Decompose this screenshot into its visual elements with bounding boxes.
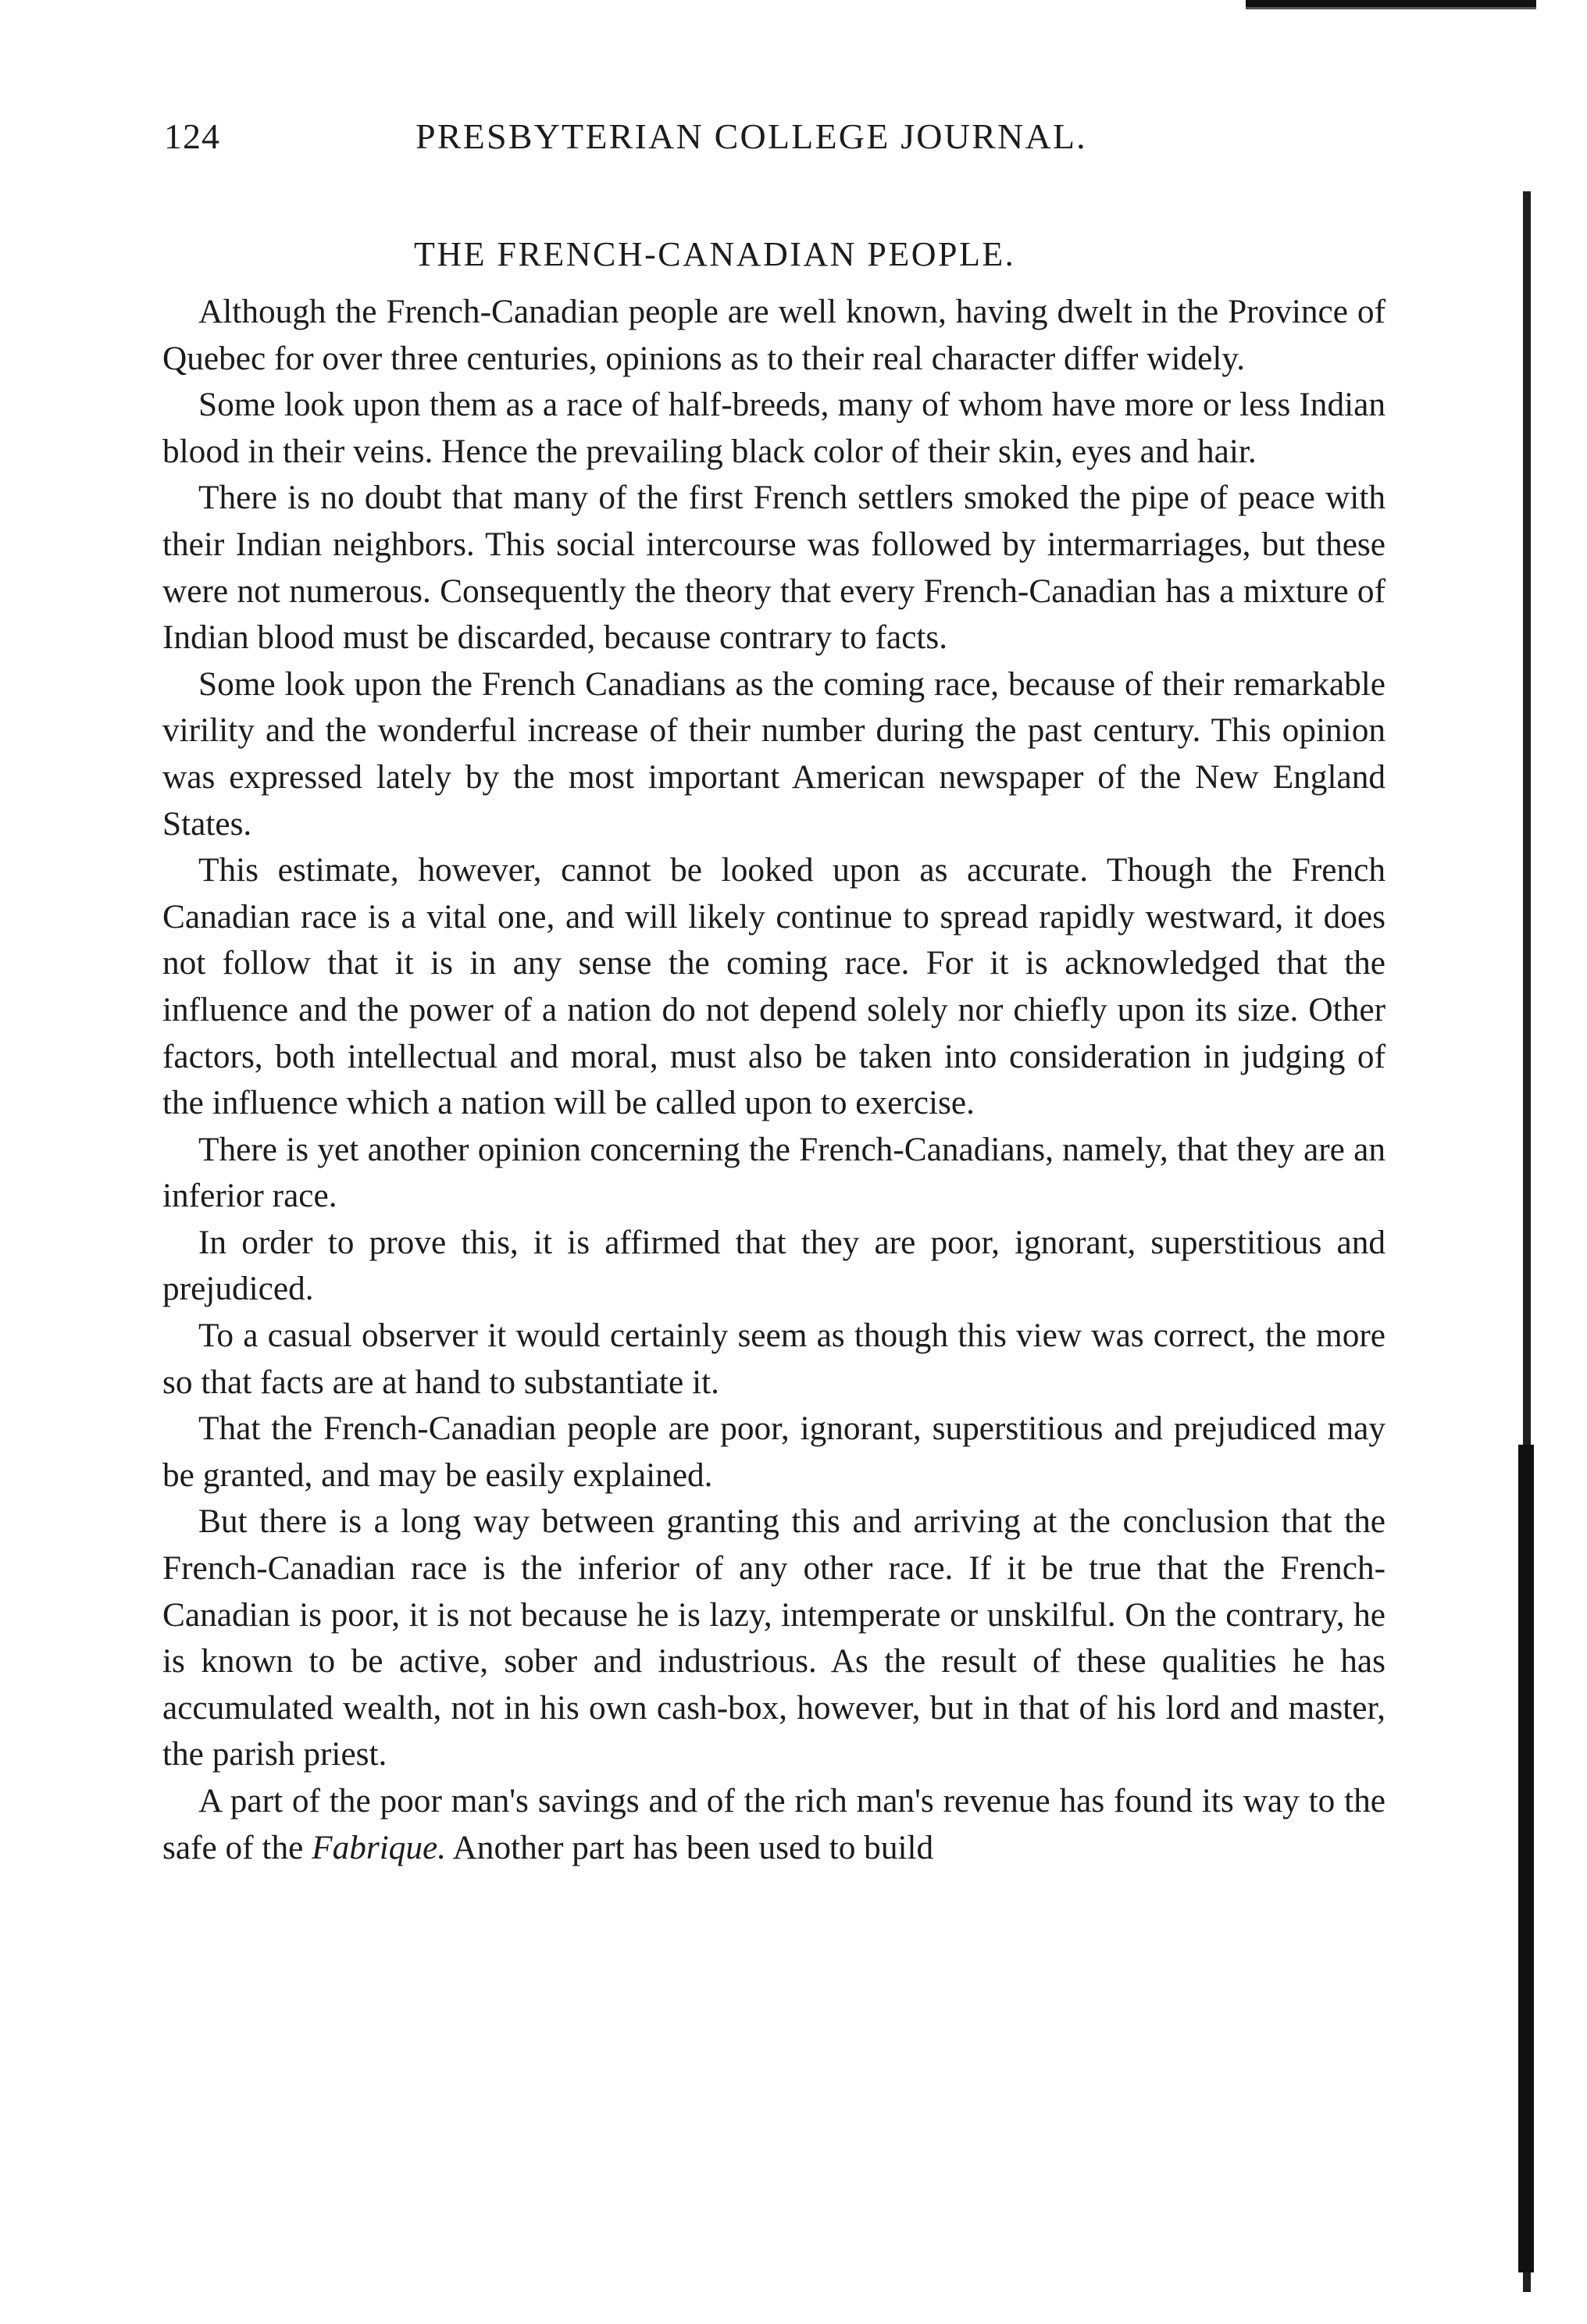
paragraph-5: This estimate, however, cannot be looked upon as accurate. Though the French Canadian race is a vital one, and will likely continue to spread rapidly westward, it does not follow that it is in any sense the coming race. For it is acknowledged that the influence and the power of a nation do not depend solely nor chiefly upon its size. Other factors, both intellectual and moral, must also be taken into consideration in judging of the influence which a nation will be called upon to exercise. [162, 851, 1386, 1122]
article-title: THE FRENCH-CANADIAN PEOPLE. [414, 235, 1016, 273]
binding-edge-dark [1518, 1445, 1534, 2272]
page-number: 124 [164, 116, 220, 156]
paragraph-11-text-start: A part of the poor man's savings and of the rich man's revenue has found its way to the safe of the [162, 1782, 1386, 1866]
paragraph-9: That the French-Canadian people are poor, ignorant, superstitious and prejudiced may be granted, and may be easily explained. [162, 1410, 1386, 1494]
paragraph-3: There is no doubt that many of the first French settlers smoked the pipe of peace with their Indian neighbors. This social intercourse was followed by intermarriages, but these were not numerous. Consequently the theory that every French-Canadian has a mixture of Indian blood must be discarded, because contrary to facts. [162, 479, 1386, 657]
paragraph-7: In order to prove this, it is affirmed that they are poor, ignorant, superstitious and prejudiced. [162, 1223, 1386, 1308]
paragraph-6: There is yet another opinion concerning the French-Canadians, namely, that they are an inferior race. [162, 1130, 1386, 1215]
paragraph-8: To a casual observer it would certainly seem as though this view was correct, the more so that facts are at hand to substantiate it. [162, 1317, 1386, 1401]
fabrique-term: Fabrique. [312, 1828, 447, 1866]
paragraph-4: Some look upon the French Canadians as the coming race, because of their remarkable virility and the wonderful increase of their number during the past century. This opinion was expressed lately by the most important American newspaper of the New England States. [162, 665, 1386, 843]
article-body [162, 289, 1386, 1871]
paragraph-11-text-end: Another part has been used to build [446, 1828, 934, 1866]
top-rule-shadow [1246, 7, 1536, 9]
top-rule [1246, 0, 1536, 7]
page-header [164, 116, 1382, 170]
paragraph-1: Although the French-Canadian people are well known, having dwelt in the Province of Quebec for over three centuries, opinions as to their real character differ widely. [162, 293, 1386, 377]
paragraph-11 [162, 1778, 1386, 1871]
running-head: PRESBYTERIAN COLLEGE JOURNAL. [415, 116, 1087, 156]
paragraph-10: But there is a long way between granting this and arriving at the conclusion that the French-Canadian race is the inferior of any other race. If it be true that the French-Canadian is poor, it is not because he is lazy, intemperate or unskilful. On the contrary, he is known to be active, sober and industrious. As the result of these qualities he has accumulated wealth, not in his own cash-box, however, but in that of his lord and master, the parish priest. [162, 1502, 1386, 1773]
paragraph-2: Some look upon them as a race of half-breeds, many of whom have more or less Indian blood in their veins. Hence the prevailing black color of their skin, eyes and hair. [162, 386, 1386, 470]
